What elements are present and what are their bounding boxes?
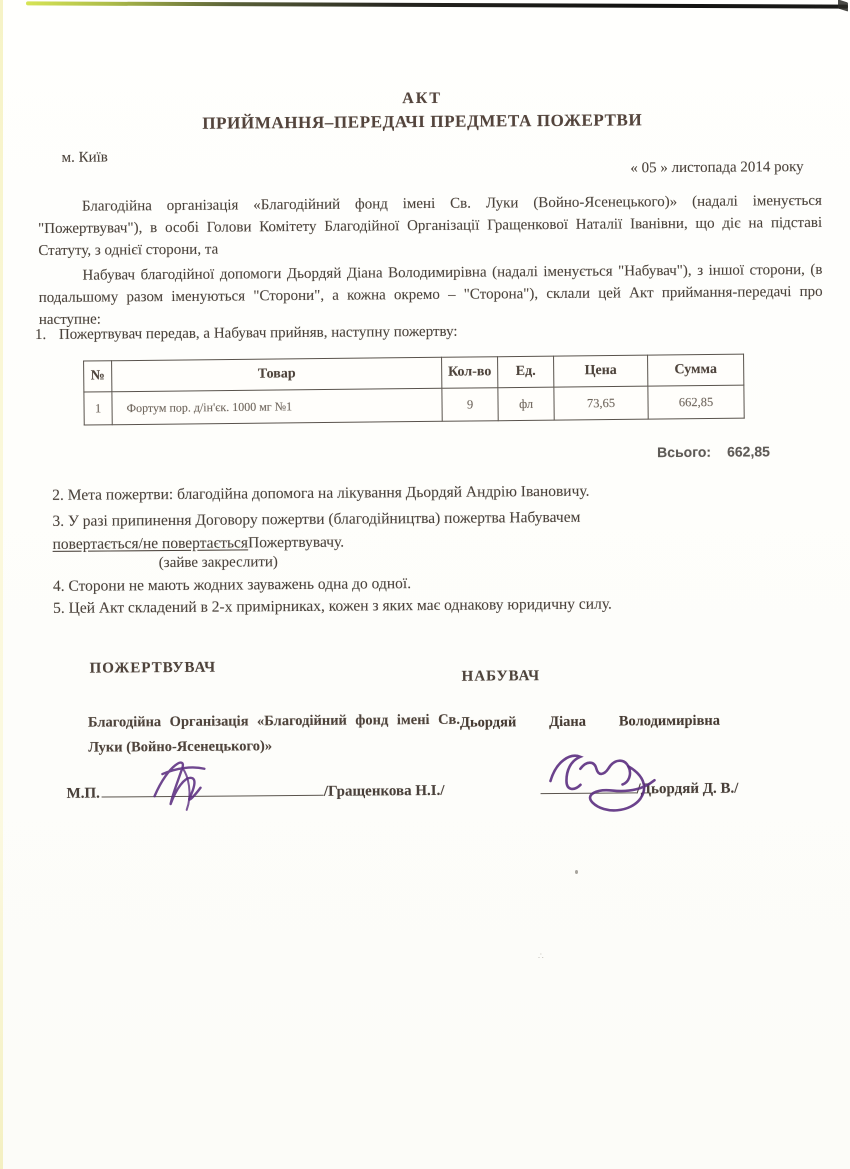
- document-date: « 05 » листопада 2014 року: [630, 159, 804, 177]
- total-value: 662,85: [726, 443, 770, 460]
- col-header-sum: Сумма: [648, 354, 744, 386]
- clause-3-underlined-choice: повертається/не повертається: [52, 534, 249, 553]
- seal-placeholder-label: М.П.: [66, 785, 100, 802]
- signature-header-donor: ПОЖЕРТВУВАЧ: [89, 659, 217, 677]
- signature-donor-organization: Благодійна Організація «Благодійний фонд імені Св. Луки (Войно-Ясенецького)»: [87, 711, 461, 756]
- col-header-number: №: [84, 361, 112, 392]
- cell-number: 1: [84, 392, 112, 425]
- signature-header-recipient: НАБУВАЧ: [461, 668, 541, 685]
- clause-3-line1: 3. У разі припинення Договору пожертви (благодійництва) пожертва Набувачем: [52, 508, 581, 530]
- col-header-quantity: Кол-во: [442, 357, 498, 389]
- cell-quantity: 9: [442, 388, 498, 422]
- signature-recipient-name: Дьордяй Діана Володимирівна: [459, 712, 721, 731]
- table-row: [84, 385, 744, 425]
- list-item-1-text: Пожертвувач передав, а Набувач прийняв, наступну пожертву:: [58, 323, 458, 343]
- paragraph-recipient: Набувач благодійної допомоги Дьордяй Діана Володимирівна (надалі іменується "Набувач"), з іншої сторони, (в подальшому разом іменуються "Сторони", а кожна окремо – "Сторона"), склали цей Акт приймання-передачі про наступне:: [38, 261, 823, 329]
- document-title-subject: ПРИЙМАННЯ–ПЕРЕДАЧІ ПРЕДМЕТА ПОЖЕРТВИ: [202, 110, 643, 133]
- clause-2-purpose: 2. Мета пожертви: благодійна допомога на лікування Дьордяй Андрію Івановичу.: [52, 482, 590, 504]
- clause-3-strike-note: (зайве закреслити): [158, 554, 278, 572]
- total-row: [560, 443, 770, 461]
- signature-caption-donor: /Гращенкова Н.І./: [323, 782, 445, 800]
- col-header-price: Цена: [554, 355, 648, 387]
- clause-4-no-objections: 4. Сторони не мають жодних зауважень одна до одної.: [52, 575, 412, 595]
- document-city: м. Київ: [61, 149, 108, 166]
- signature-line-recipient: [540, 779, 636, 794]
- signature-row: [66, 778, 826, 803]
- clause-3-suffix: Пожертвувачу.: [247, 533, 345, 552]
- signature-line-donor: [102, 782, 324, 798]
- clause-3-termination: [52, 504, 804, 556]
- paragraph-donor: Благодійна організація «Благодійний фонд імені Св. Луки (Войно-Ясенецького)» (надалі іменується "Пожертвувач"), в особі Голови Комітету Благодійної Організації Гращенкової Наталії Іванівни, що діє на підставі Статуту, з однієї сторони, та: [38, 192, 823, 260]
- col-header-product: Товар: [112, 357, 442, 391]
- col-header-unit: Ед.: [498, 356, 554, 388]
- total-label: Всього:: [657, 443, 712, 461]
- document-title-block: [0, 87, 847, 136]
- document-title-act: АКТ: [402, 89, 443, 108]
- donation-table-wrapper: [83, 354, 745, 426]
- cell-price: 73,65: [554, 386, 648, 420]
- scan-speck: ∴: [538, 951, 544, 961]
- cell-unit: фл: [498, 387, 554, 421]
- donation-table: [83, 354, 745, 426]
- clause-5-copies: 5. Цей Акт складений в 2-х примірниках, кожен з яких має однакову юридичну силу.: [53, 595, 612, 617]
- list-item-1-number: 1.: [34, 326, 47, 344]
- signature-caption-recipient: /Дьордяй Д. В./: [636, 780, 739, 798]
- cell-sum: 662,85: [648, 385, 744, 419]
- cell-product: Фортум пор. д/ін'єк. 1000 мг №1: [112, 388, 442, 424]
